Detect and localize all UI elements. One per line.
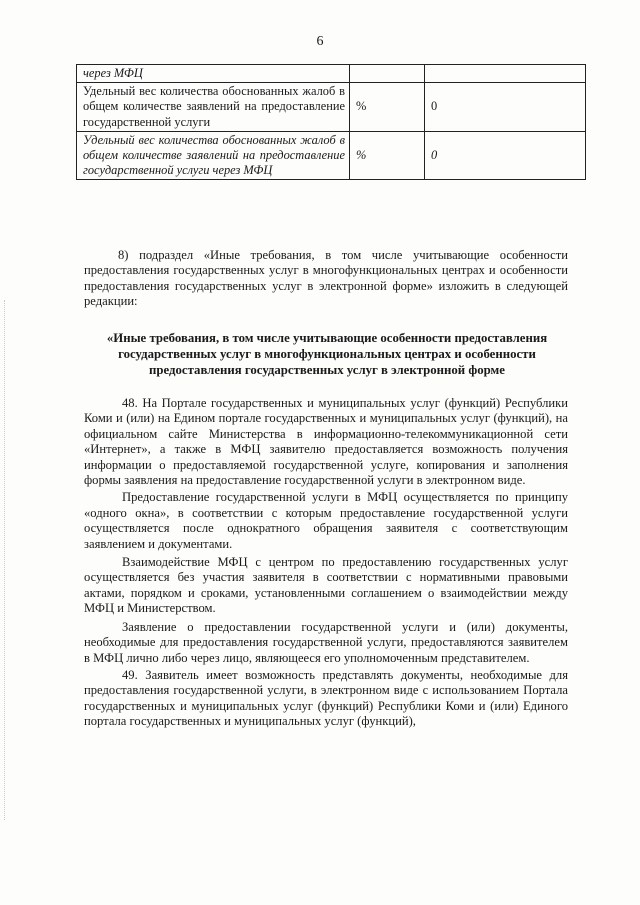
paragraph-48: 48. На Портале государственных и муниципальных услуг (функций) Республики Коми и (или) на Едином портале государственных и муниципальных услуг (функций), на официальном сайте Министерства в информационно-телекоммуникационной сети «Интернет», а также в МФЦ заявителю предоставляется возможность получения информации о предоставляемой государственной услуге, копирования и заполнения формы заявления на предоставление государственной услуги в электронном виде.: [84, 396, 568, 488]
intro-paragraph: 8) подраздел «Иные требования, в том числе учитывающие особенности предоставления государственных услуг в многофункциональных центрах и особенности предоставления государственных услуг в электронной форме» изложить в следующей редакции:: [84, 248, 568, 309]
table-cell-indicator: Удельный вес количества обоснованных жалоб в общем количестве заявлений на предоставление государственной услуги: [77, 83, 350, 132]
paragraph-application: Заявление о предоставлении государственной услуги и (или) документы, необходимые для предоставления государственной услуги, предоставляются заявителем в МФЦ лично либо через лицо, являющееся его уполномоченным представителем.: [84, 619, 568, 665]
table-row: [77, 83, 586, 132]
table-cell-value: 0: [425, 83, 586, 132]
page-number: 6: [316, 34, 324, 49]
table-cell-value: [425, 65, 586, 83]
paragraph-49: 49. Заявитель имеет возможность представлять документы, необходимые для предоставления государственной услуги, в электронном виде с использованием Портала государственных и муниципальных услуг (функций) Республики Коми и (или) Единого портала государственных и муниципальных услуг (функций),: [84, 667, 568, 729]
section-heading: «Иные требования, в том числе учитывающие особенности предоставления государственных услуг в многофункциональных центрах и особенности предоставления государственных услуг в электронной форме: [106, 331, 548, 377]
table-cell-unit: [350, 65, 425, 83]
indicators-table: [76, 64, 586, 180]
section-body: [84, 396, 568, 731]
table-row: [77, 65, 586, 83]
scan-edge-mark: [4, 300, 6, 820]
paragraph-interaction: Взаимодействие МФЦ с центром по предоставлению государственных услуг осуществляется без участия заявителя в соответствии с нормативными правовыми актами, порядком и сроками, установленными соглашением о взаимодействии между МФЦ и Министерством.: [84, 555, 568, 616]
table-cell-indicator: через МФЦ: [77, 65, 350, 83]
table-cell-indicator: Удельный вес количества обоснованных жалоб в общем количестве заявлений на предоставление государственной услуги через МФЦ: [77, 131, 350, 180]
table-row: [77, 131, 586, 180]
table-cell-value: 0: [425, 131, 586, 180]
table-cell-unit: %: [350, 83, 425, 132]
amendment-intro: [84, 248, 568, 310]
paragraph-one-window: Предоставление государственной услуги в МФЦ осуществляется по принципу «одного окна», в соответствии с которым предоставление государственной услуги осуществляется после однократного обращения заявителя с соответствующим заявлением и документами.: [84, 490, 568, 551]
table-cell-unit: %: [350, 131, 425, 180]
